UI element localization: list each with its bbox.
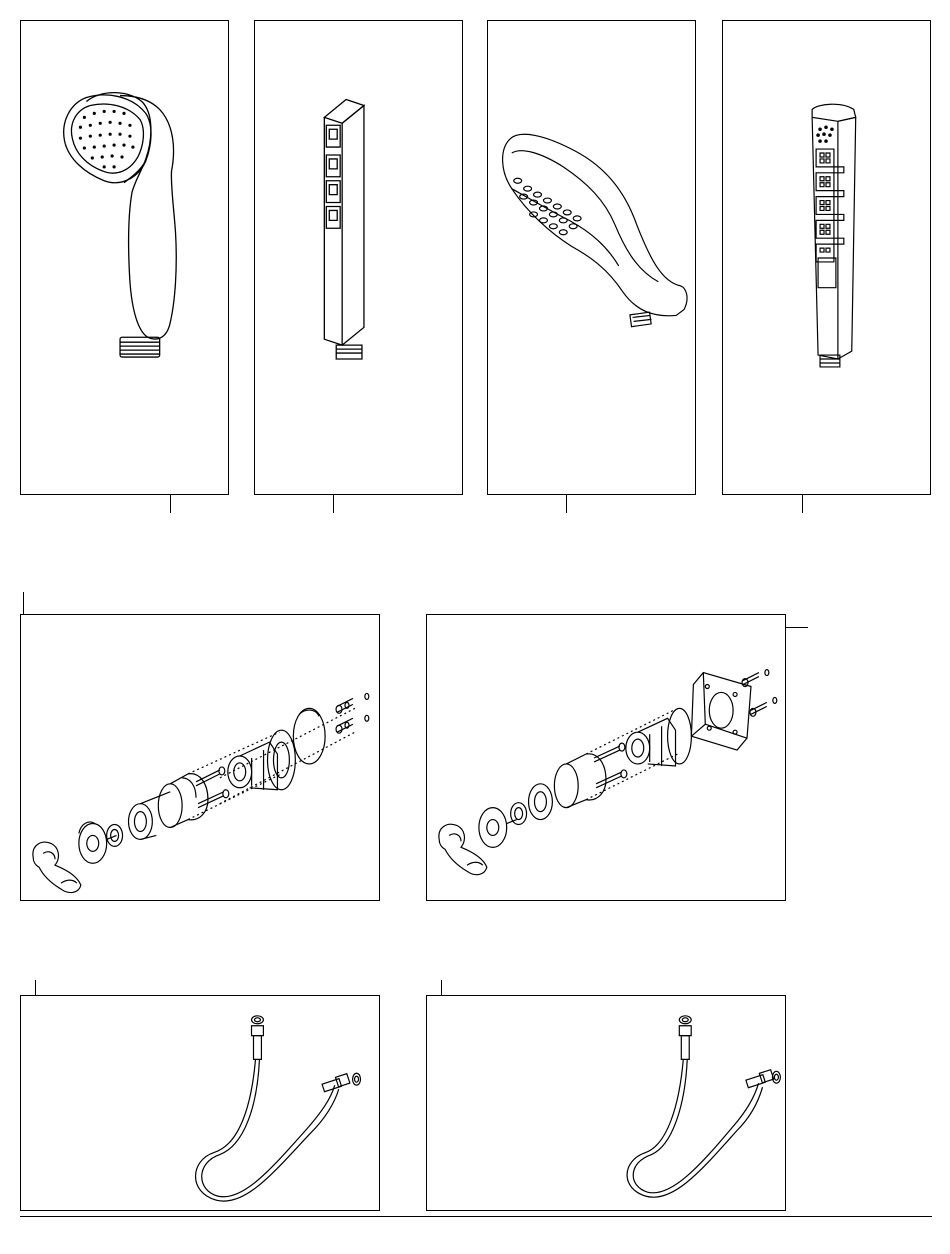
handshower-panel-4	[722, 20, 931, 495]
callout-leader	[170, 495, 171, 513]
callout-leader	[333, 495, 334, 513]
hose-panel-1	[20, 995, 380, 1211]
hose-assembly-icon	[21, 996, 379, 1210]
anchor-icon	[742, 670, 777, 717]
washer-icon	[511, 803, 527, 825]
screw-icon	[594, 743, 627, 788]
holder-icon	[33, 842, 81, 892]
hose-assembly-icon	[427, 996, 785, 1210]
escutcheon-icon	[293, 708, 325, 764]
mounting-bracket-icon	[228, 730, 296, 790]
callout-leader	[23, 592, 24, 614]
spray-nozzles	[79, 110, 135, 169]
handshower-panel-3	[487, 20, 696, 495]
footer-rule	[20, 1216, 932, 1217]
hose-panel-2	[426, 995, 786, 1211]
spray-nozzles	[514, 178, 581, 234]
anchor-icon	[336, 693, 369, 733]
spray-nozzles	[816, 125, 833, 142]
square-stick-handshower-icon	[255, 21, 462, 494]
body-tube-icon	[529, 754, 606, 820]
callout-leader	[802, 495, 803, 513]
teardrop-handshower-icon	[21, 21, 228, 494]
handshower-panel-1	[20, 20, 229, 495]
wall-supply-panel-round	[20, 614, 380, 901]
swivel-nut-icon	[79, 822, 117, 863]
wall-supply-panel-square	[426, 614, 786, 901]
callout-leader	[786, 627, 808, 628]
callout-leader	[35, 980, 36, 995]
mounting-bracket-icon	[626, 708, 692, 766]
handshower-panel-2	[254, 20, 463, 495]
curved-handshower-icon	[488, 21, 695, 494]
square-wall-supply-exploded-icon	[427, 615, 785, 900]
callout-leader	[566, 495, 567, 513]
callout-leader	[441, 980, 442, 995]
spray-segments	[816, 149, 844, 262]
washer-icon	[107, 825, 123, 847]
body-tube-icon	[129, 774, 208, 840]
slim-multifunction-handshower-icon	[723, 21, 930, 494]
function-buttons	[326, 125, 340, 228]
round-wall-supply-exploded-icon	[21, 615, 379, 900]
assembly-lines	[188, 708, 355, 819]
